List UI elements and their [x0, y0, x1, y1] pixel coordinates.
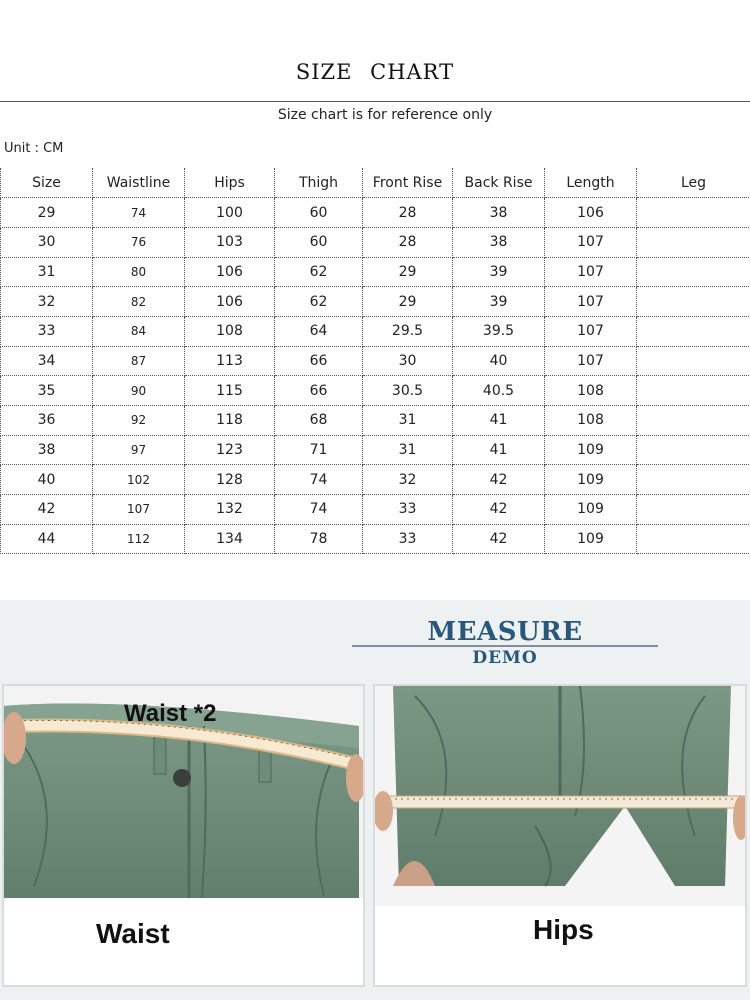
table-cell: 38	[453, 198, 545, 228]
table-cell: 44	[1, 524, 93, 554]
table-cell: 78	[275, 524, 363, 554]
table-cell: 134	[185, 524, 275, 554]
column-header: Hips	[185, 168, 275, 198]
table-cell: 42	[1, 495, 93, 525]
table-cell: 28	[363, 198, 453, 228]
table-cell: 39.5	[453, 316, 545, 346]
table-cell: 31	[363, 435, 453, 465]
table-row	[1, 465, 750, 495]
table-cell: 66	[275, 376, 363, 406]
column-header: Waistline	[93, 168, 185, 198]
table-cell: 97	[93, 435, 185, 465]
column-header: Front Rise	[363, 168, 453, 198]
column-header: Length	[545, 168, 637, 198]
table-cell: 76	[93, 227, 185, 257]
table-cell	[637, 287, 750, 317]
table-cell	[637, 346, 750, 376]
table-row	[1, 435, 750, 465]
size-chart-title: SIZE CHART	[295, 60, 455, 84]
table-cell: 107	[545, 316, 637, 346]
table-body	[1, 198, 750, 554]
table-cell: 90	[93, 376, 185, 406]
table-cell: 33	[363, 524, 453, 554]
table-cell: 40	[453, 346, 545, 376]
table-cell: 68	[275, 406, 363, 436]
table-cell: 132	[185, 495, 275, 525]
table-row	[1, 316, 750, 346]
table-cell: 118	[185, 406, 275, 436]
table-cell: 74	[275, 465, 363, 495]
table-cell	[637, 435, 750, 465]
column-header: Thigh	[275, 168, 363, 198]
table-cell: 107	[545, 257, 637, 287]
table-cell: 29.5	[363, 316, 453, 346]
table-cell: 36	[1, 406, 93, 436]
table-row	[1, 287, 750, 317]
table-cell	[637, 406, 750, 436]
table-cell: 102	[93, 465, 185, 495]
table-cell	[637, 524, 750, 554]
table-cell: 39	[453, 287, 545, 317]
table-cell: 115	[185, 376, 275, 406]
table-cell	[637, 376, 750, 406]
table-cell: 107	[93, 495, 185, 525]
table-row	[1, 227, 750, 257]
table-cell: 106	[185, 257, 275, 287]
table-cell	[637, 257, 750, 287]
table-cell: 40.5	[453, 376, 545, 406]
table-cell: 62	[275, 287, 363, 317]
table-cell: 42	[453, 524, 545, 554]
table-cell: 108	[545, 376, 637, 406]
table-cell: 35	[1, 376, 93, 406]
table-row	[1, 346, 750, 376]
table-cell: 31	[1, 257, 93, 287]
table-cell: 41	[453, 406, 545, 436]
table-cell: 41	[453, 435, 545, 465]
table-cell: 109	[545, 465, 637, 495]
table-cell: 60	[275, 198, 363, 228]
table-cell: 33	[363, 495, 453, 525]
table-cell: 100	[185, 198, 275, 228]
table-cell: 39	[453, 257, 545, 287]
table-cell	[637, 316, 750, 346]
table-row	[1, 198, 750, 228]
hips-caption: Hips	[533, 914, 594, 945]
table-cell: 31	[363, 406, 453, 436]
table-cell: 128	[185, 465, 275, 495]
table-cell: 107	[545, 346, 637, 376]
table-cell: 109	[545, 495, 637, 525]
waist-caption: Waist	[96, 918, 170, 949]
table-cell: 33	[1, 316, 93, 346]
table-cell: 123	[185, 435, 275, 465]
table-cell: 106	[185, 287, 275, 317]
table-cell: 42	[453, 495, 545, 525]
table-cell	[637, 465, 750, 495]
table-cell: 40	[1, 465, 93, 495]
table-cell: 103	[185, 227, 275, 257]
reference-note: Size chart is for reference only	[277, 107, 493, 123]
table-cell: 74	[93, 198, 185, 228]
table-cell: 107	[545, 287, 637, 317]
table-cell: 60	[275, 227, 363, 257]
measure-divider	[352, 645, 658, 647]
waist-measure-photo	[2, 684, 365, 987]
table-cell: 71	[275, 435, 363, 465]
table-cell: 80	[93, 257, 185, 287]
table-cell: 32	[363, 465, 453, 495]
size-table	[0, 168, 750, 554]
table-cell: 42	[453, 465, 545, 495]
table-cell: 108	[545, 406, 637, 436]
table-cell	[637, 198, 750, 228]
table-cell: 38	[1, 435, 93, 465]
table-cell: 113	[185, 346, 275, 376]
waist-x2-label: Waist *2	[124, 700, 217, 727]
table-cell: 107	[545, 227, 637, 257]
table-cell: 29	[363, 257, 453, 287]
table-cell: 82	[93, 287, 185, 317]
table-cell: 64	[275, 316, 363, 346]
table-cell: 87	[93, 346, 185, 376]
table-cell: 38	[453, 227, 545, 257]
table-cell: 66	[275, 346, 363, 376]
column-header: Back Rise	[453, 168, 545, 198]
table-row	[1, 257, 750, 287]
table-row	[1, 376, 750, 406]
table-cell: 74	[275, 495, 363, 525]
table-row	[1, 406, 750, 436]
table-cell: 32	[1, 287, 93, 317]
table-cell: 84	[93, 316, 185, 346]
measure-title: MEASURE	[427, 617, 583, 647]
table-cell: 30	[363, 346, 453, 376]
table-cell	[637, 227, 750, 257]
measure-subtitle: DEMO	[472, 648, 538, 668]
table-cell: 106	[545, 198, 637, 228]
unit-label: Unit : CM	[4, 141, 64, 156]
table-cell: 108	[185, 316, 275, 346]
table-cell: 109	[545, 435, 637, 465]
table-cell: 112	[93, 524, 185, 554]
column-header: Leg	[637, 168, 750, 198]
table-cell: 92	[93, 406, 185, 436]
table-row	[1, 495, 750, 525]
table-row	[1, 524, 750, 554]
table-cell: 28	[363, 227, 453, 257]
table-cell: 109	[545, 524, 637, 554]
table-cell: 29	[363, 287, 453, 317]
table-header-row	[1, 168, 750, 198]
table-cell: 62	[275, 257, 363, 287]
table-cell	[637, 495, 750, 525]
title-divider	[0, 101, 750, 102]
table-cell: 29	[1, 198, 93, 228]
table-cell: 30.5	[363, 376, 453, 406]
table-cell: 30	[1, 227, 93, 257]
column-header: Size	[1, 168, 93, 198]
table-cell: 34	[1, 346, 93, 376]
